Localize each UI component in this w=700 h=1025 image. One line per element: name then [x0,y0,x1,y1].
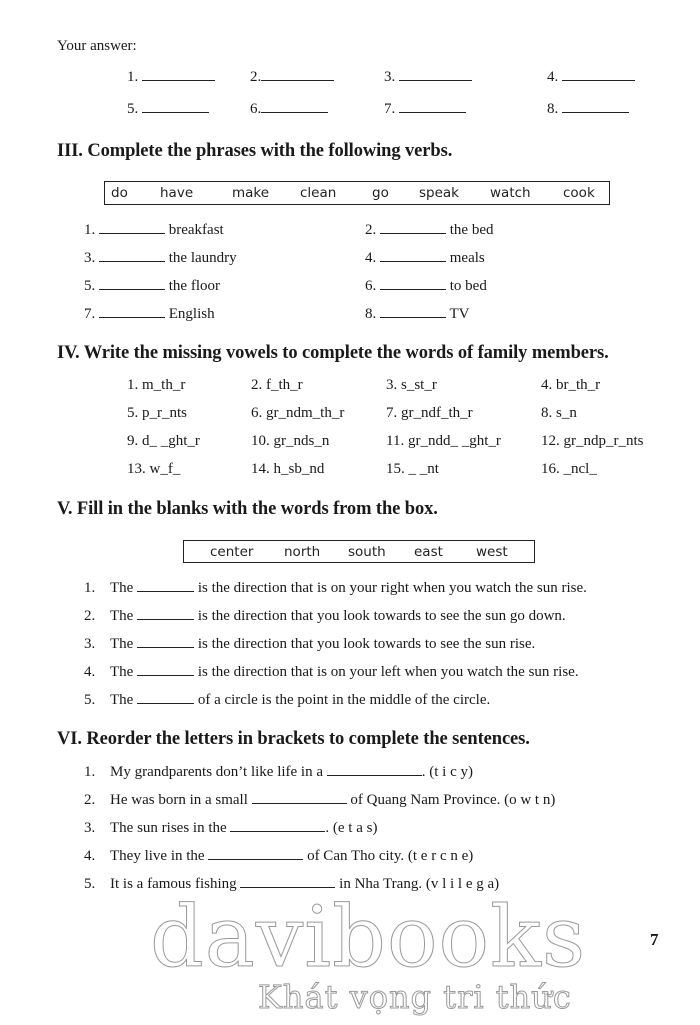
box-word: clean [300,185,337,201]
direction-item-2: 2. The is the direction that you look towards to see the sun go down. [84,608,566,624]
direction-item-4: 4. The is the direction that is on your left when you watch the sun rise. [84,664,579,680]
vowel-item-9: 9. d_ _ght_r [127,433,200,449]
direction-blank-5[interactable] [137,691,194,704]
phrase-item-3: 3. the laundry [84,250,237,266]
reorder-item-3: 3. The sun rises in the . (e t a s) [84,820,378,836]
box-word: cook [563,185,595,201]
direction-blank-2[interactable] [137,607,194,620]
verb-word-box [104,181,610,205]
reorder-blank-4[interactable] [208,847,303,860]
vowel-item-15: 15. _ _nt [386,461,439,477]
box-word: south [348,544,386,560]
direction-item-3: 3. The is the direction that you look towards to see the sun rise. [84,636,536,652]
answer-slot-1[interactable]: 1. [127,68,215,86]
reorder-item-1: 1. My grandparents don’t like life in a . (t i c y) [84,764,473,780]
phrase-blank-1[interactable] [99,221,165,234]
box-word: center [210,544,254,560]
phrase-item-2: 2. the bed [365,222,494,238]
your-answer-label: Your answer: [57,38,137,54]
reorder-item-2: 2. He was born in a small of Quang Nam Province. (o w t n) [84,792,556,808]
direction-blank-3[interactable] [137,635,194,648]
box-word: north [284,544,321,560]
direction-blank-4[interactable] [137,663,194,676]
direction-item-5: 5. The of a circle is the point in the middle of the circle. [84,692,491,708]
phrase-blank-7[interactable] [99,305,165,318]
box-word: do [111,185,128,201]
vowel-item-13: 13. w_f_ [127,461,181,477]
watermark-slogan: Khát vọng tri thức [258,978,572,1016]
vowel-item-6: 6. gr_ndm_th_r [251,405,345,421]
phrase-blank-4[interactable] [380,249,446,262]
phrase-item-7: 7. English [84,306,215,322]
phrase-blank-6[interactable] [380,277,446,290]
direction-word-box [183,540,535,563]
phrase-item-4: 4. meals [365,250,485,266]
vowel-item-11: 11. gr_ndd_ _ght_r [386,433,501,449]
reorder-blank-3[interactable] [230,819,325,832]
box-word: make [232,185,270,201]
reorder-blank-2[interactable] [252,791,347,804]
answer-slot-5[interactable]: 5. [127,100,209,118]
direction-item-1: 1. The is the direction that is on your right when you watch the sun rise. [84,580,587,596]
section-5-heading: V. Fill in the blanks with the words from the box. [57,499,438,519]
phrase-blank-8[interactable] [380,305,446,318]
box-word: have [160,185,194,201]
vowel-item-7: 7. gr_ndf_th_r [386,405,473,421]
vowel-item-12: 12. gr_ndp_r_nts [541,433,644,449]
vowel-item-10: 10. gr_nds_n [251,433,330,449]
page-number: 7 [650,930,659,949]
reorder-blank-5[interactable] [240,875,335,888]
vowel-item-16: 16. _ncl_ [541,461,597,477]
reorder-item-4: 4. They live in the of Can Tho city. (t e r c n e) [84,848,474,864]
box-word: speak [419,185,459,201]
watermark-brand-logo: davibooks [150,888,587,986]
phrase-item-5: 5. the floor [84,278,220,294]
box-word: go [372,185,389,201]
vowel-item-2: 2. f_th_r [251,377,303,393]
phrase-blank-2[interactable] [380,221,446,234]
section-4-heading: IV. Write the missing vowels to complete the words of family members. [57,343,609,363]
vowel-item-1: 1. m_th_r [127,377,186,393]
vowel-item-3: 3. s_st_r [386,377,437,393]
answer-slot-2[interactable]: 2. [250,68,334,86]
phrase-item-8: 8. TV [365,306,470,322]
reorder-blank-1[interactable] [327,763,422,776]
reorder-item-5: 5. It is a famous fishing in Nha Trang. (v l i l e g a) [84,876,500,892]
vowel-item-4: 4. br_th_r [541,377,601,393]
answer-slot-7[interactable]: 7. [384,100,466,118]
answer-slot-6[interactable]: 6. [250,100,328,118]
vowel-item-5: 5. p_r_nts [127,405,187,421]
phrase-blank-5[interactable] [99,277,165,290]
box-word: west [476,544,508,560]
direction-blank-1[interactable] [137,579,194,592]
phrase-item-6: 6. to bed [365,278,487,294]
box-word: east [414,544,443,560]
answer-slot-3[interactable]: 3. [384,68,472,86]
answer-slot-4[interactable]: 4. [547,68,635,86]
phrase-blank-3[interactable] [99,249,165,262]
answer-slot-8[interactable]: 8. [547,100,629,118]
phrase-item-1: 1. breakfast [84,222,224,238]
vowel-item-8: 8. s_n [541,405,577,421]
section-6-heading: VI. Reorder the letters in brackets to complete the sentences. [57,729,530,749]
vowel-item-14: 14. h_sb_nd [251,461,325,477]
box-word: watch [490,185,531,201]
section-3-heading: III. Complete the phrases with the following verbs. [57,141,453,161]
